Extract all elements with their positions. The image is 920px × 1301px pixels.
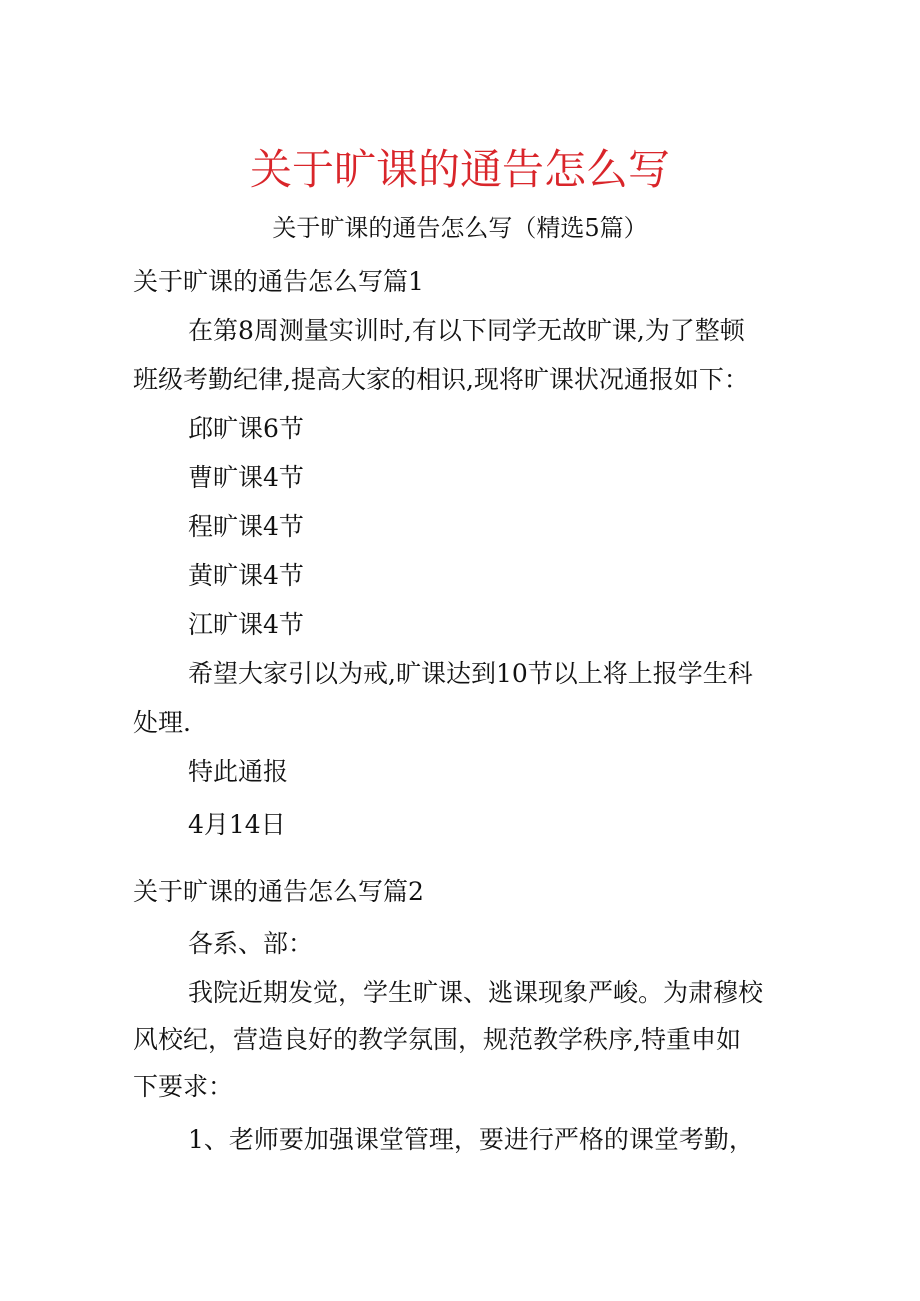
section2-heading: 关于旷课的通告怎么写篇2 bbox=[133, 877, 424, 906]
section1-intro-line2: 班级考勤纪律,提高大家的相识,现将旷课状况通报如下： bbox=[133, 365, 749, 394]
absence-item: 曹旷课4节 bbox=[188, 463, 304, 492]
section1-intro-line1: 在第8周测量实训时,有以下同学无故旷课,为了整顿 bbox=[188, 316, 745, 345]
absence-item: 邱旷课6节 bbox=[188, 414, 304, 443]
section2-para-line2: 风校纪，营造良好的教学氛围，规范教学秩序,特重申如 bbox=[133, 1025, 741, 1054]
warning-line2: 处理. bbox=[133, 708, 191, 737]
section2-item1: 1、老师要加强课堂管理，要进行严格的课堂考勤， bbox=[188, 1125, 754, 1154]
closing-text: 特此通报 bbox=[188, 757, 289, 786]
warning-line1: 希望大家引以为戒,旷课达到10节以上将上报学生科 bbox=[188, 659, 753, 688]
document-subtitle: 关于旷课的通告怎么写（精选5篇） bbox=[272, 214, 648, 242]
section2-para-line1: 我院近期发觉，学生旷课、逃课现象严峻。为肃穆校 bbox=[188, 978, 764, 1007]
section1-heading: 关于旷课的通告怎么写篇1 bbox=[133, 267, 424, 296]
section2-salutation: 各系、部： bbox=[188, 929, 314, 958]
absence-item: 江旷课4节 bbox=[188, 610, 304, 639]
absence-item: 黄旷课4节 bbox=[188, 561, 304, 590]
document-title: 关于旷课的通告怎么写 bbox=[249, 145, 670, 194]
section2-para-line3: 下要求： bbox=[133, 1072, 234, 1101]
notice-date: 4月14日 bbox=[188, 810, 286, 839]
absence-item: 程旷课4节 bbox=[188, 512, 304, 541]
